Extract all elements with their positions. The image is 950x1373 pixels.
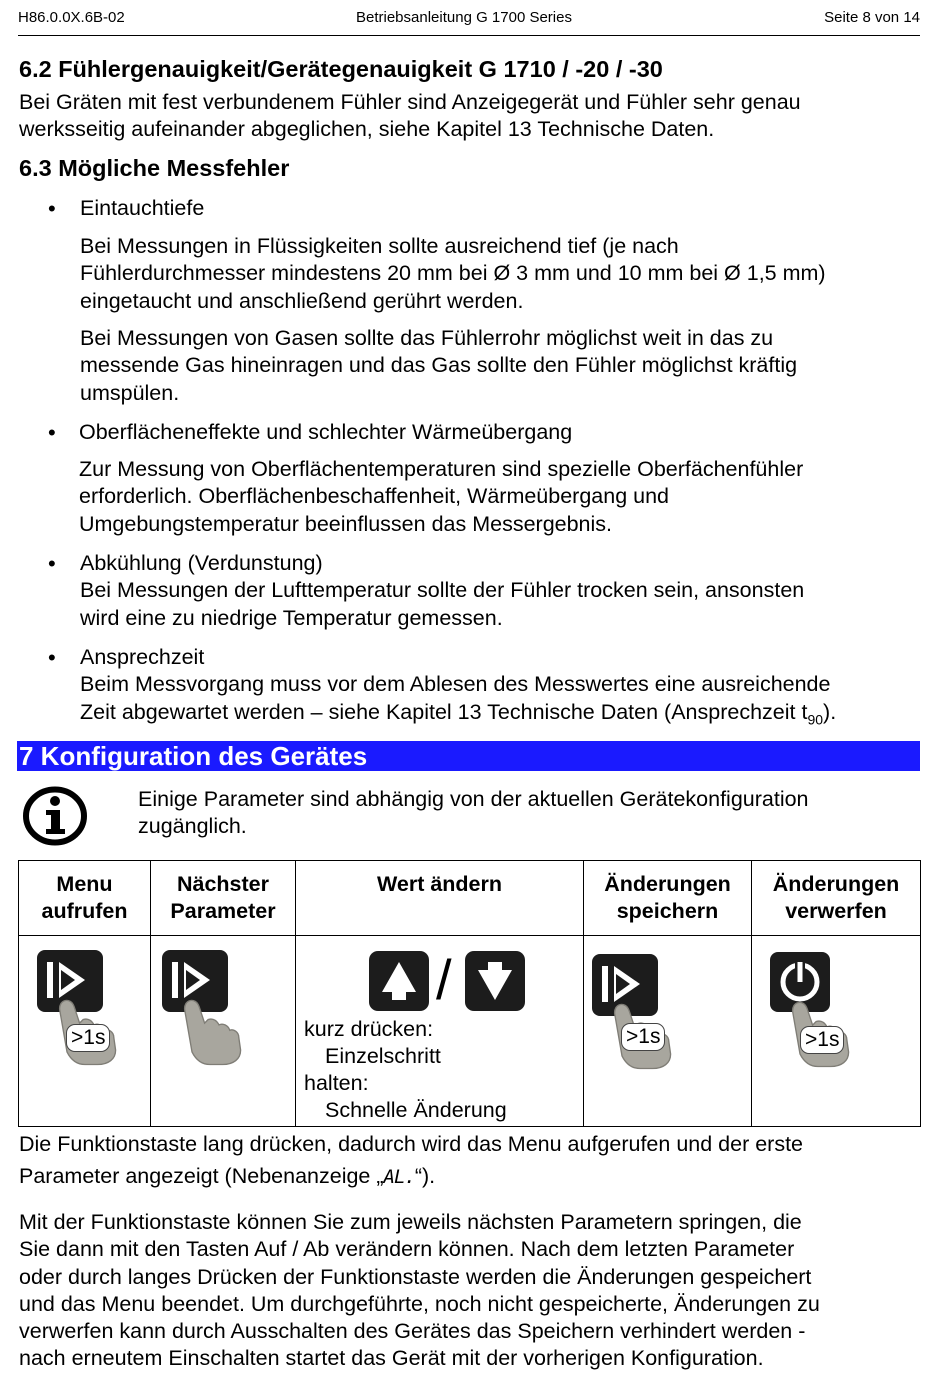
text-line: messende Gas hineinragen und das Gas sollte den Fühler möglichst kräftig xyxy=(80,353,798,378)
text-line: oder durch langes Drücken der Funktionstaste werden die Änderungen gespeichert xyxy=(19,1264,812,1289)
text-span: Parameter angezeigt (Nebenanzeige „ xyxy=(19,1164,384,1188)
item-title: Abkühlung (Verdunstung) xyxy=(80,551,323,575)
hold-duration-label: >1s xyxy=(66,1024,110,1052)
text-line: eingetaucht und anschließend gerührt werden. xyxy=(80,288,524,313)
text-line: Schnelle Änderung xyxy=(325,1098,507,1122)
bullet-mark: • xyxy=(48,645,56,670)
page-number: Seite 8 von 14 xyxy=(824,9,920,26)
text-line: Bei Messungen von Gasen sollte das Fühlerrohr möglichst weit in das zu xyxy=(80,326,774,350)
section-6-3-heading: 6.3 Mögliche Messfehler xyxy=(19,155,290,181)
item-eintauchtiefe-title: Eintauchtiefe xyxy=(80,196,205,220)
text-line: Bei Messungen der Lufttemperatur sollte der Fühler trocken sein, ansonsten xyxy=(80,578,805,603)
function-key-icon xyxy=(590,952,680,1077)
header-aenderungen-speichern xyxy=(584,861,752,936)
header-wert-aendern xyxy=(296,861,584,936)
text-line: nach erneutem Einschalten startet das Gerät mit der vorherigen Konfiguration. xyxy=(19,1346,764,1371)
header-naechster-parameter xyxy=(151,861,296,936)
table-icon-row xyxy=(19,936,921,1127)
chapter-7-heading: 7 Konfiguration des Gerätes xyxy=(17,741,920,771)
text-line: Fühlerdurchmesser mindestens 20 mm bei Ø 3 mm und 10 mm bei Ø 1,5 mm) xyxy=(80,261,826,286)
cell-aenderungen-verwerfen xyxy=(752,936,921,1127)
text-span: Zeit abgewartet werden – siehe Kapitel 13 Technische Daten (Ansprechzeit t xyxy=(80,699,808,724)
header-line: Nächster xyxy=(176,872,269,896)
section-6-2-heading: 6.2 Fühlergenauigkeit/Gerätegenauigkeit G 1710 / -20 / -30 xyxy=(19,56,663,82)
item-abkuehlung xyxy=(80,550,804,632)
cell-menu-aufrufen xyxy=(19,936,151,1127)
text-line xyxy=(19,1160,803,1193)
key-function-table xyxy=(18,860,921,1127)
text-line: wird eine zu niedrige Temperatur gemessen. xyxy=(80,605,503,630)
bullet-mark: • xyxy=(48,551,56,576)
text-line: Einige Parameter sind abhängig von der aktuellen Gerätekonfiguration xyxy=(138,787,809,811)
text-line: Mit der Funktionstaste können Sie zum jeweils nächsten Parametern springen, die xyxy=(19,1210,802,1234)
text-line: verwerfen kann durch Ausschalten des Gerätes das Speichern verhindert werden - xyxy=(19,1319,806,1344)
text-line: und das Menu beendet. Um durchgeführte, noch nicht gespeicherte, Änderungen zu xyxy=(19,1291,820,1316)
function-key-icon xyxy=(160,948,250,1073)
menu-call-paragraph xyxy=(19,1128,803,1193)
text-line: Umgebungstemperatur beeinflussen das Messergebnis. xyxy=(79,511,613,536)
info-note xyxy=(138,786,809,841)
item-eintauchtiefe-para2 xyxy=(80,325,797,407)
hold-duration-label: >1s xyxy=(800,1026,844,1054)
text-line: Bei Gräten mit fest verbundenem Fühler sind Anzeigegerät und Fühler sehr genau xyxy=(19,90,801,114)
text-line: halten: xyxy=(304,1071,369,1095)
text-line: Beim Messvorgang muss vor dem Ablesen des Messwertes eine ausreichende xyxy=(80,672,831,697)
item-eintauchtiefe-para1 xyxy=(80,233,826,315)
text-line: Einzelschritt xyxy=(325,1044,441,1068)
text-line: Bei Messungen in Flüssigkeiten sollte ausreichend tief (je nach xyxy=(80,234,679,258)
item-ansprechzeit xyxy=(80,644,836,733)
text-line: kurz drücken: xyxy=(304,1017,434,1041)
item-oberflaeche-title: Oberflächeneffekte und schlechter Wärmeübergang xyxy=(79,420,573,444)
text-line: erforderlich. Oberflächenbeschaffenheit, Wärmeübergang und xyxy=(79,484,670,509)
cell-aenderungen-speichern xyxy=(584,936,752,1127)
subscript: 90 xyxy=(807,710,824,727)
text-span: ). xyxy=(823,699,837,724)
cell-naechster-parameter xyxy=(151,936,296,1127)
bullet-mark: • xyxy=(48,196,56,221)
header-line: speichern xyxy=(616,899,719,923)
header-line: Änderungen xyxy=(772,872,900,896)
display-code: AL. xyxy=(383,1166,415,1188)
doc-title: Betriebsanleitung G 1700 Series xyxy=(356,9,572,26)
item-title: Ansprechzeit xyxy=(80,645,205,669)
text-line: werksseitig aufeinander abgeglichen, siehe Kapitel 13 Technische Daten. xyxy=(19,117,715,142)
header-line: Menu xyxy=(56,872,113,896)
doc-id: H86.0.0X.6B-02 xyxy=(18,9,125,26)
section-6-2-text xyxy=(19,89,801,144)
hold-duration-label: >1s xyxy=(621,1023,665,1051)
text-span: “). xyxy=(414,1164,436,1188)
table-header-row xyxy=(19,861,921,936)
header-aenderungen-verwerfen xyxy=(752,861,921,936)
header-line: aufrufen xyxy=(41,899,128,923)
text-line: Die Funktionstaste lang drücken, dadurch wird das Menu aufgerufen und der erste xyxy=(19,1132,804,1156)
header-line: Änderungen xyxy=(604,872,731,896)
text-line: zugänglich. xyxy=(138,814,247,839)
navigation-paragraph xyxy=(19,1209,820,1373)
function-key-icon xyxy=(35,948,125,1073)
down-arrow-key-icon xyxy=(464,950,526,1012)
header-line: Parameter xyxy=(170,899,276,923)
header-line: verwerfen xyxy=(785,899,887,923)
cell-wert-aendern xyxy=(296,936,584,1127)
header-line: Wert ändern xyxy=(376,872,503,896)
page-header xyxy=(18,9,920,36)
text-line: Sie dann mit den Tasten Auf / Ab verändern können. Nach dem letzten Parameter xyxy=(19,1237,795,1262)
text-line: Zur Messung von Oberflächentemperaturen sind spezielle Oberfächenfühler xyxy=(79,457,804,481)
info-icon xyxy=(22,785,88,847)
item-oberflaeche-para xyxy=(79,456,803,538)
text-line xyxy=(80,699,836,734)
text-line: umspülen. xyxy=(80,380,180,405)
header-menu-aufrufen xyxy=(19,861,151,936)
power-key-icon xyxy=(768,950,858,1075)
bullet-mark: • xyxy=(48,420,56,445)
up-arrow-key-icon xyxy=(368,950,430,1012)
press-instructions xyxy=(304,1016,507,1124)
slash-separator: / xyxy=(436,948,452,1011)
